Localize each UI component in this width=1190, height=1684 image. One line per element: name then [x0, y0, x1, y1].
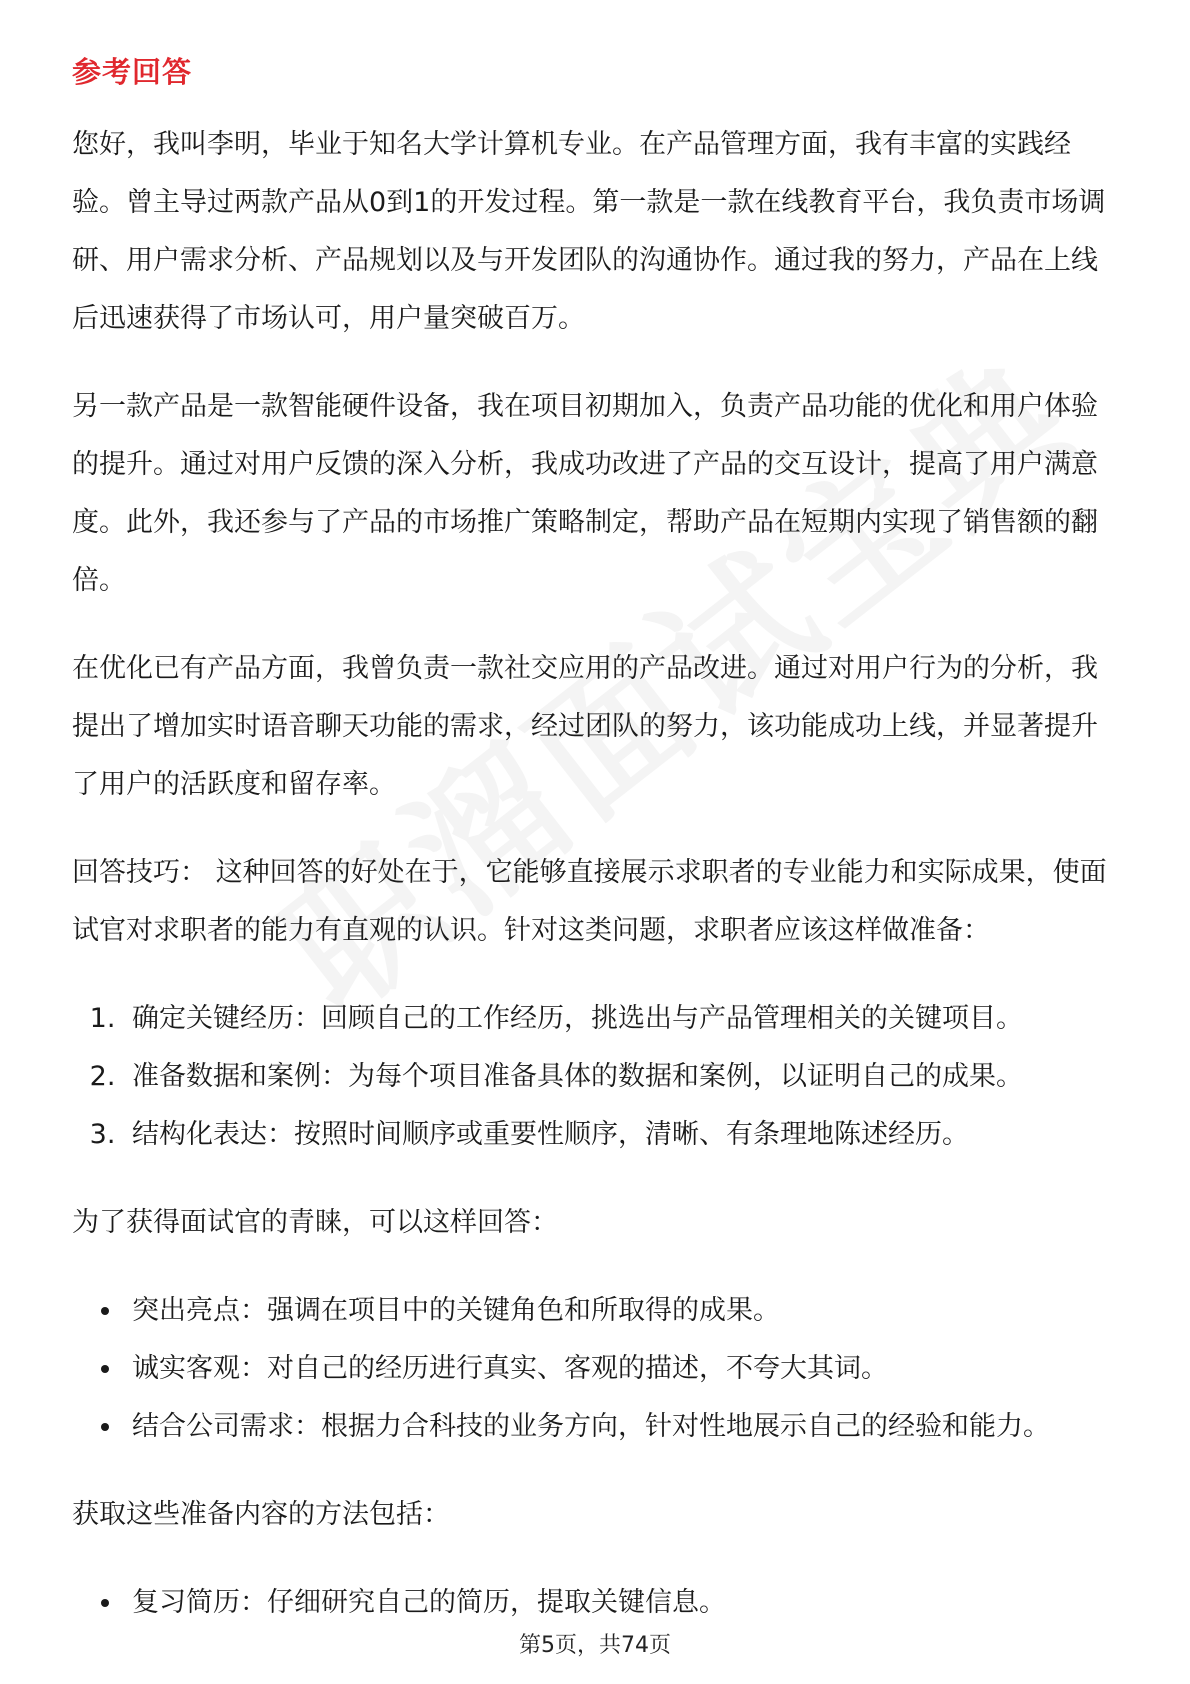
paragraph-tips: 回答技巧： 这种回答的好处在于，它能够直接展示求职者的专业能力和实际成果，使面试官对求职者的能力有直观的认识。针对这类问题，求职者应该这样做准备：	[72, 857, 1107, 946]
list-item: • 复习简历：仔细研究自己的简历，提取关键信息。	[124, 1574, 1124, 1632]
answer-content	[72, 116, 1124, 1662]
list-item: • 诚实客观：对自己的经历进行真实、客观的描述，不夸大其词。	[124, 1340, 1124, 1398]
list-item: • 突出亮点：强调在项目中的关键角色和所取得的成果。	[124, 1282, 1124, 1340]
paragraph-methods-intro: 获取这些准备内容的方法包括：	[72, 1499, 450, 1530]
list-item: • 结合公司需求：根据力合科技的业务方向，针对性地展示自己的经验和能力。	[124, 1398, 1124, 1456]
preparation-steps-list	[72, 990, 1124, 1164]
paragraph-optimization: 在优化已有产品方面，我曾负责一款社交应用的产品改进。通过对用户行为的分析，我提出了增加实时语音聊天功能的需求，经过团队的努力，该功能成功上线，并显著提升了用户的活跃度和留存率。	[72, 653, 1098, 800]
page-number: 第5页，共74页	[519, 1633, 671, 1658]
answer-tips-list	[72, 1282, 1124, 1456]
list-item: 2. 准备数据和案例：为每个项目准备具体的数据和案例，以证明自己的成果。	[124, 1048, 1124, 1106]
paragraph-intro: 您好，我叫李明，毕业于知名大学计算机专业。在产品管理方面，我有丰富的实践经验。曾主导过两款产品从0到1的开发过程。第一款是一款在线教育平台，我负责市场调研、用户需求分析、产品规划以及与开发团队的沟通协作。通过我的努力，产品在上线后迅速获得了市场认可，用户量突破百万。	[72, 129, 1106, 334]
section-heading: 参考回答	[72, 55, 193, 89]
list-item: 1. 确定关键经历：回顾自己的工作经历，挑选出与产品管理相关的关键项目。	[124, 990, 1124, 1048]
methods-list	[72, 1574, 1124, 1632]
paragraph-product-two: 另一款产品是一款智能硬件设备，我在项目初期加入，负责产品功能的优化和用户体验的提升。通过对用户反馈的深入分析，我成功改进了产品的交互设计，提高了用户满意度。此外，我还参与了产品的市场推广策略制定，帮助产品在短期内实现了销售额的翻倍。	[72, 391, 1098, 596]
paragraph-answer-intro: 为了获得面试官的青睐，可以这样回答：	[72, 1207, 558, 1238]
list-item: 3. 结构化表达：按照时间顺序或重要性顺序，清晰、有条理地陈述经历。	[124, 1106, 1124, 1164]
